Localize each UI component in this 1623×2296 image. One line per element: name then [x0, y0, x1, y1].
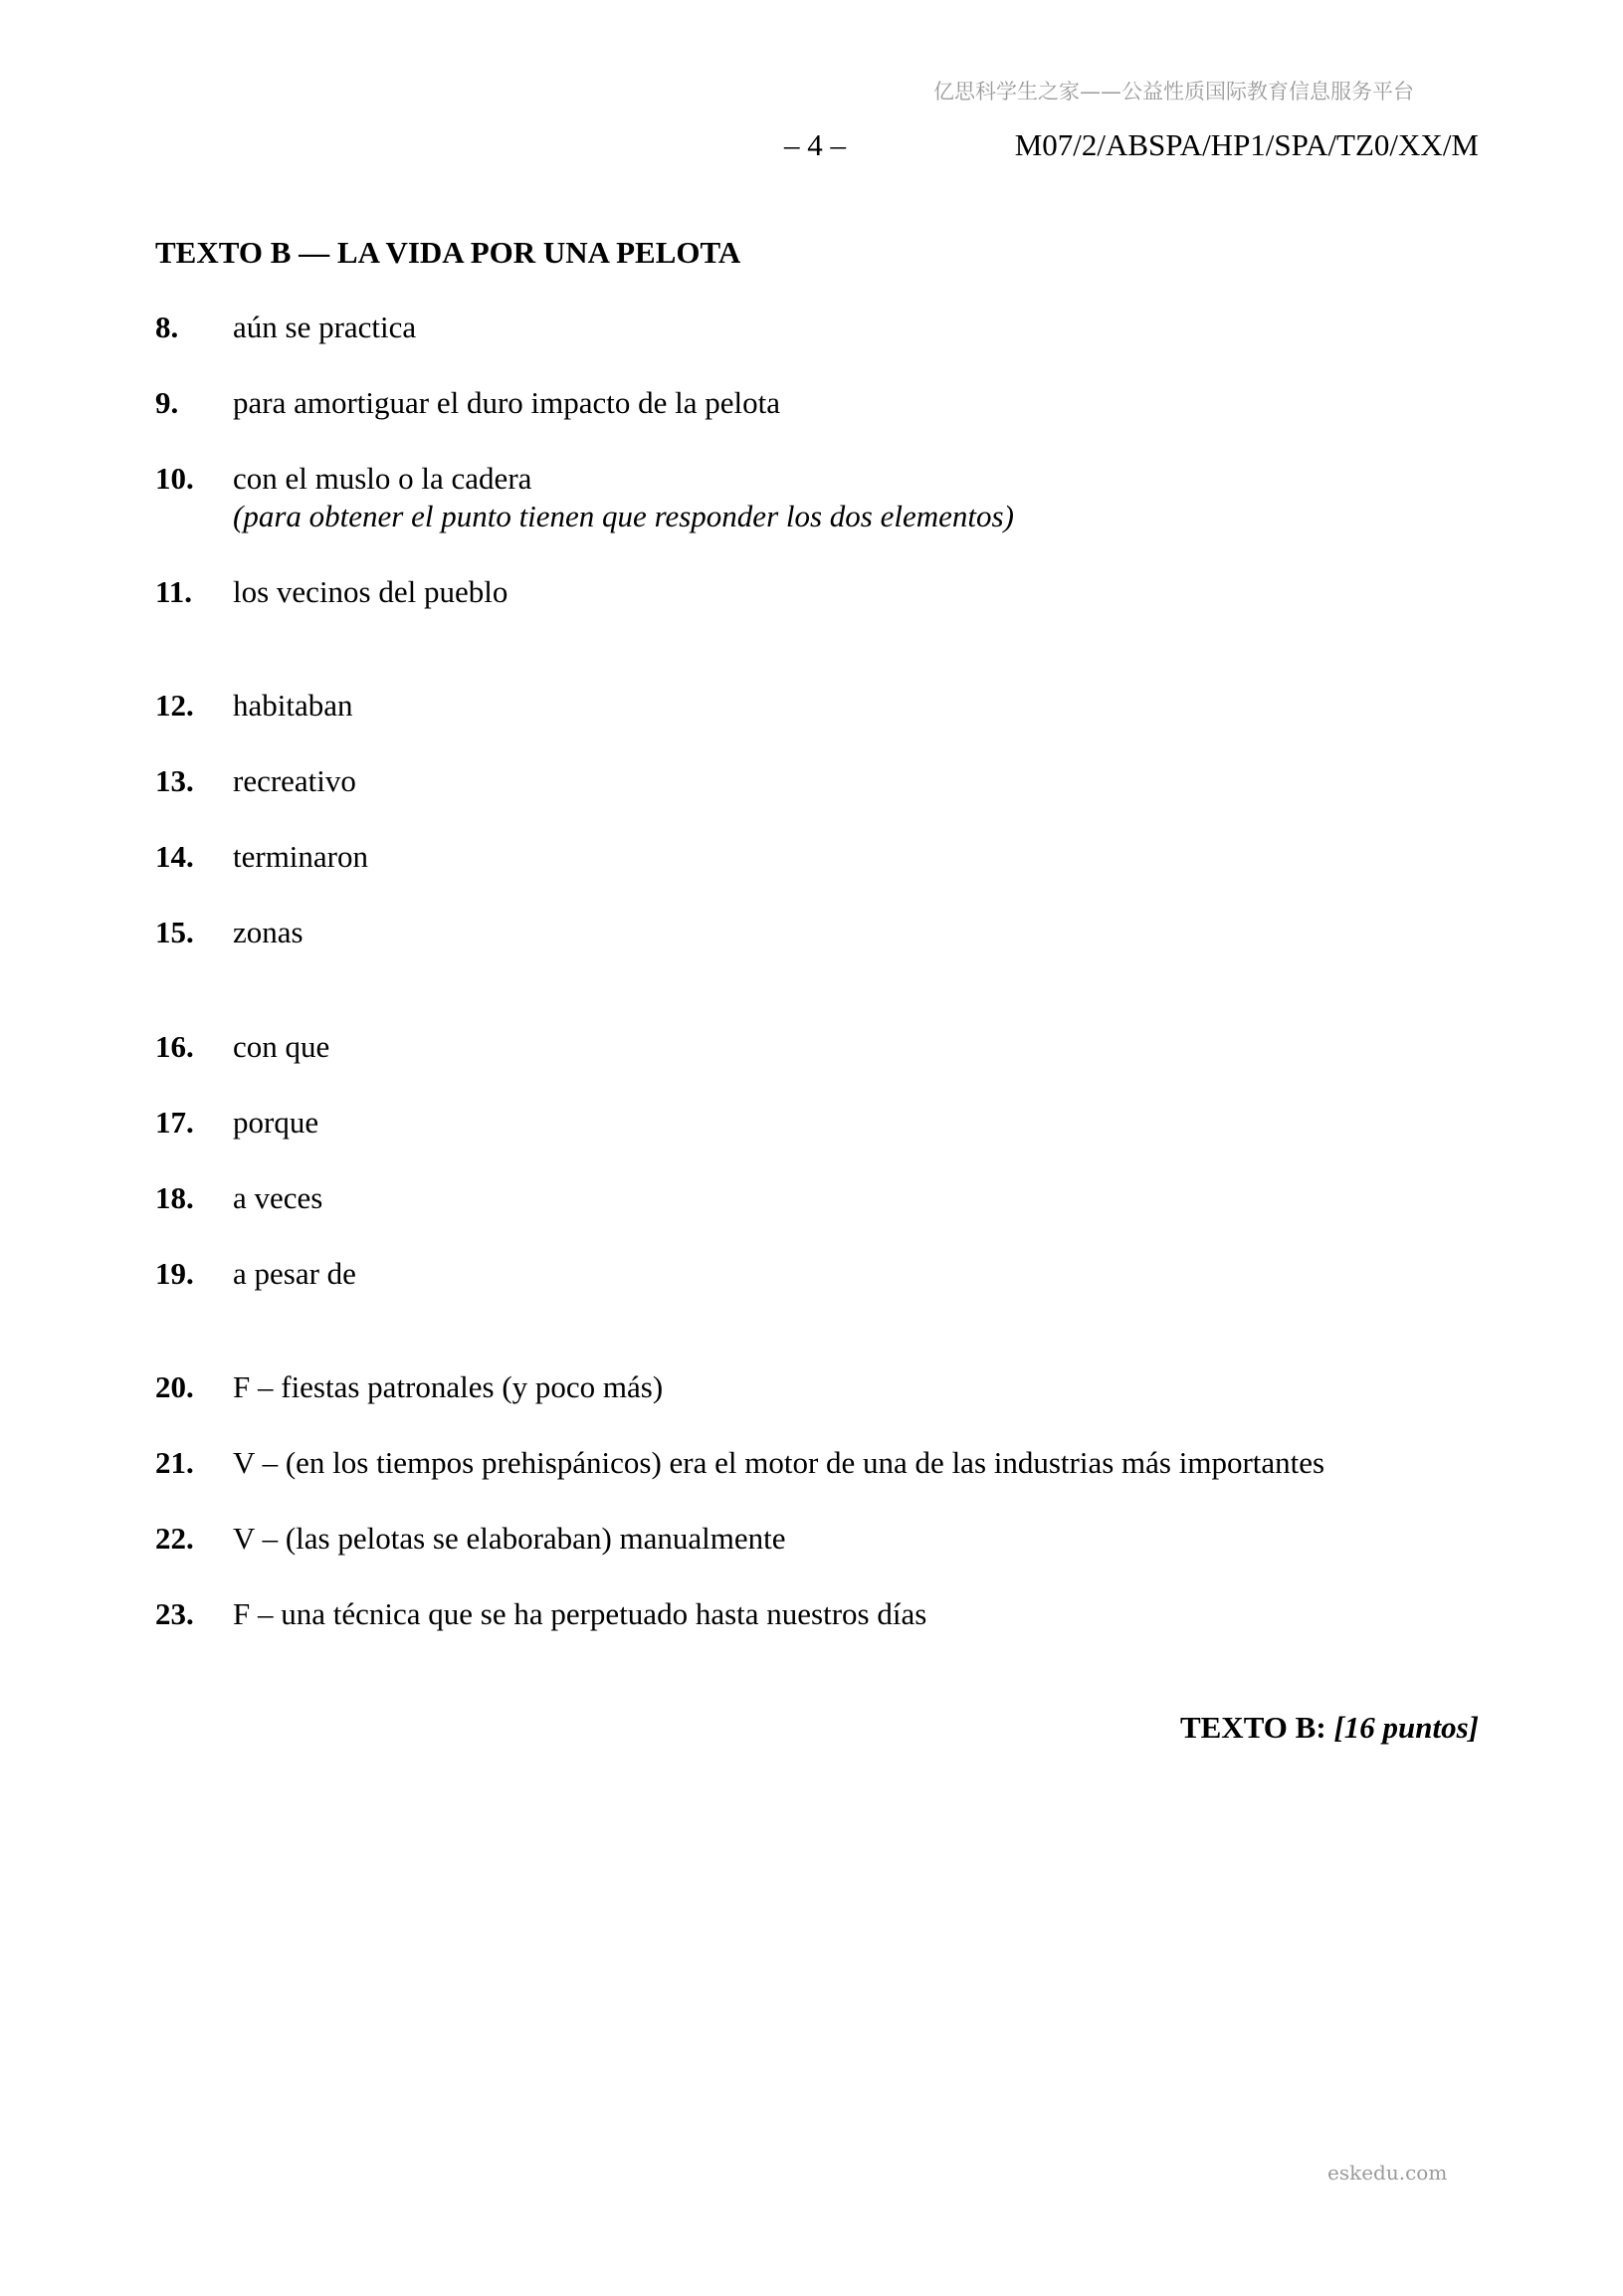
item-number: 17.	[155, 1105, 194, 1140]
item-number: 15.	[155, 915, 194, 949]
item-number: 20.	[155, 1369, 194, 1404]
item-number: 21.	[155, 1445, 194, 1480]
section-title: TEXTO B — LA VIDA POR UNA PELOTA	[155, 235, 741, 270]
item-answer: a veces	[233, 1180, 323, 1215]
item-answer: habitaban	[233, 688, 353, 723]
item-answer: los vecinos del pueblo	[233, 574, 508, 609]
page-number: – 4 –	[784, 127, 846, 162]
item-number: 12.	[155, 688, 194, 723]
item-answer: V – (las pelotas se elaboraban) manualmente	[233, 1521, 786, 1556]
item-answer: para amortiguar el duro impacto de la pelota	[233, 385, 781, 420]
item-number: 22.	[155, 1521, 194, 1556]
item-answer: V – (en los tiempos prehispánicos) era el motor de una de las industrias más importantes	[233, 1445, 1325, 1480]
item-number: 8.	[155, 310, 179, 344]
item-number: 10.	[155, 461, 194, 496]
header-watermark: 亿思科学生之家——公益性质国际教育信息服务平台	[933, 80, 1414, 104]
item-answer: terminaron	[233, 839, 369, 874]
item-answer: F – fiestas patronales (y poco más)	[233, 1369, 664, 1404]
item-number: 9.	[155, 385, 179, 420]
item-number: 23.	[155, 1596, 194, 1631]
total-label: TEXTO B:	[1179, 1710, 1334, 1745]
item-answer: zonas	[233, 915, 304, 949]
item-answer: con el muslo o la cadera	[233, 461, 532, 496]
item-answer: porque	[233, 1105, 319, 1140]
total-points: [16 puntos]	[1333, 1710, 1479, 1745]
item-number: 11.	[155, 574, 193, 609]
item-number: 16.	[155, 1029, 194, 1064]
document-code: M07/2/ABSPA/HP1/SPA/TZ0/XX/M	[1014, 127, 1479, 162]
footer-watermark: eskedu.com	[1327, 2161, 1448, 2185]
item-number: 14.	[155, 839, 194, 874]
item-answer: con que	[233, 1029, 330, 1064]
item-answer: aún se practica	[233, 310, 417, 344]
item-number: 18.	[155, 1180, 194, 1215]
item-number: 13.	[155, 763, 194, 798]
item-note: (para obtener el punto tienen que responder los dos elementos)	[233, 499, 1014, 533]
item-number: 19.	[155, 1256, 194, 1291]
item-answer: a pesar de	[233, 1256, 356, 1291]
item-answer: F – una técnica que se ha perpetuado hasta nuestros días	[233, 1596, 927, 1631]
item-answer: recreativo	[233, 763, 356, 798]
section-total	[1180, 1710, 1479, 1746]
